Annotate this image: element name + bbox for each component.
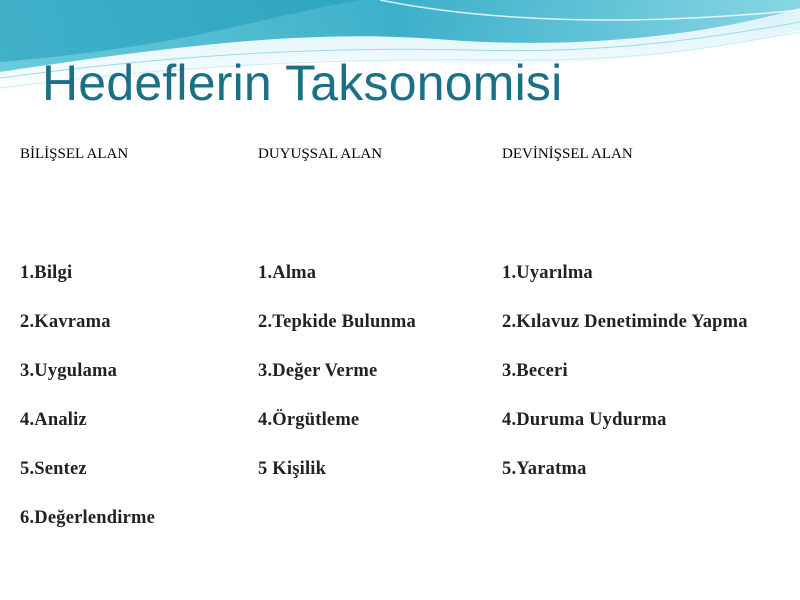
list-item: 1.Bilgi	[20, 263, 73, 283]
list-item: 6.Değerlendirme	[20, 508, 156, 528]
list-item: 1.Alma	[258, 263, 317, 283]
column-bilissel	[20, 143, 248, 555]
item-list	[258, 261, 494, 482]
column-heading: BİLİŞSEL ALAN	[20, 146, 129, 162]
list-item: 3.Beceri	[502, 361, 568, 381]
list-item: 4.Örgütleme	[258, 410, 360, 430]
column-heading: DEVİNİŞSEL ALAN	[502, 146, 633, 162]
column-heading: DUYUŞSAL ALAN	[258, 146, 383, 162]
list-item: 5 Kişilik	[258, 459, 327, 479]
list-item: 2.Kılavuz Denetiminde Yapma	[502, 312, 748, 332]
item-list	[502, 261, 792, 482]
column-devinissel	[502, 143, 792, 506]
list-item: 4.Analiz	[20, 410, 87, 430]
list-item: 1.Uyarılma	[502, 263, 593, 283]
item-list	[20, 261, 248, 531]
column-duyussal	[258, 143, 494, 506]
list-item: 2.Tepkide Bulunma	[258, 312, 416, 332]
list-item: 3.Uygulama	[20, 361, 118, 381]
list-item: 5.Yaratma	[502, 459, 587, 479]
list-item: 5.Sentez	[20, 459, 87, 479]
list-item: 4.Duruma Uydurma	[502, 410, 667, 430]
slide-title: Hedeflerin Taksonomisi	[42, 55, 563, 111]
list-item: 2.Kavrama	[20, 312, 111, 332]
list-item: 3.Değer Verme	[258, 361, 378, 381]
